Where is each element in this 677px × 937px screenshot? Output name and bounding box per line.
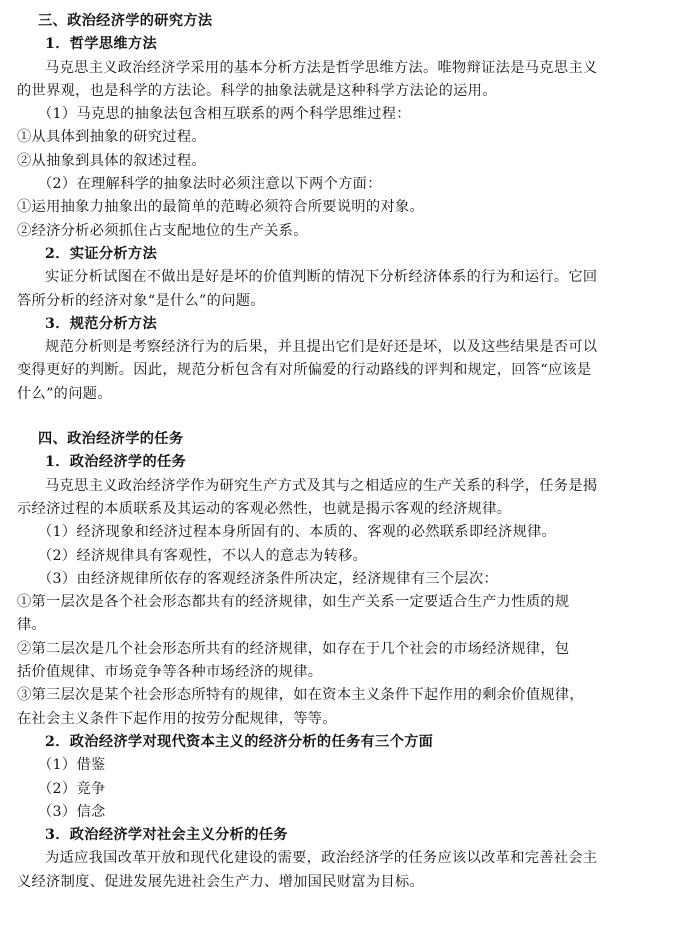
list-item: （2）经济规律具有客观性，不以人的意志为转移。 <box>38 547 368 564</box>
list-item: （1）马克思的抽象法包含相互联系的两个科学思维过程： <box>38 106 411 123</box>
paragraph-line: 什么”的问题。 <box>17 385 112 402</box>
list-item: （1）借鉴 <box>38 757 106 774</box>
paragraph-line: 答所分析的经济对象“是什么”的问题。 <box>17 292 265 309</box>
subsection-heading: 2．实证分析方法 <box>45 245 157 262</box>
paragraph-line: 变得更好的判断。因此，规范分析包含有对所偏爱的行动路线的评判和规定，回答“应该是 <box>17 362 592 379</box>
paragraph-line: 马克思主义政治经济学采用的基本分析方法是哲学思维方法。唯物辩证法是马克思主义 <box>45 59 598 76</box>
list-item: 律。 <box>17 617 47 634</box>
section-title: 四、政治经济学的任务 <box>38 431 184 448</box>
document-page <box>17 10 667 894</box>
list-item: ③第三层次是某个社会形态所特有的规律，如在资本主义条件下起作用的剩余价值规律， <box>17 687 584 704</box>
list-item: ②经济分析必须抓住占支配地位的生产关系。 <box>17 222 308 239</box>
subsection-heading: 2．政治经济学对现代资本主义的经济分析的任务有三个方面 <box>45 733 434 750</box>
list-item: （3）信念 <box>38 803 106 820</box>
paragraph-line: 为适应我国改革开放和现代化建设的需要，政治经济学的任务应该以改革和完善社会主 <box>45 850 598 867</box>
list-item: （2）竞争 <box>38 780 106 797</box>
list-item: （1）经济现象和经济过程本身所固有的、本质的、客观的必然联系即经济规律。 <box>38 524 557 541</box>
paragraph-line: 规范分析则是考察经济行为的后果，并且提出它们是好还是坏，以及这些结果是否可以 <box>45 339 598 356</box>
list-item: 括价值规律、市场竞争等各种市场经济的规律。 <box>17 664 323 681</box>
list-item: 在社会主义条件下起作用的按劳分配规律，等等。 <box>17 710 337 727</box>
section-gap <box>17 406 667 428</box>
list-item: ①从具体到抽象的研究过程。 <box>17 129 206 146</box>
paragraph-line: 示经济过程的本质联系及其运动的客观必然性，也就是揭示客观的经济规律。 <box>17 500 512 517</box>
list-item: （2）在理解科学的抽象法时必须注意以下两个方面： <box>38 176 382 193</box>
paragraph-line: 马克思主义政治经济学作为研究生产方式及其与之相适应的生产关系的科学，任务是揭 <box>45 477 598 494</box>
list-item: ①运用抽象力抽象出的最简单的范畴必须符合所要说明的对象。 <box>17 199 425 216</box>
subsection-heading: 1．政治经济学的任务 <box>45 454 187 471</box>
section-title: 三、政治经济学的研究方法 <box>38 13 213 29</box>
subsection-heading: 3．政治经济学对社会主义分析的任务 <box>45 827 288 844</box>
list-item: ②第二层次是几个社会形态所共有的经济规律，如存在于几个社会的市场经济规律，包 <box>17 640 570 657</box>
paragraph-line: 义经济制度、促进发展先进社会生产力、增加国民财富为目标。 <box>17 873 425 890</box>
list-item: ②从抽象到具体的叙述过程。 <box>17 152 206 169</box>
subsection-heading: 3．规范分析方法 <box>45 315 157 332</box>
paragraph-line: 的世界观，也是科学的方法论。科学的抽象法就是这种科学方法论的运用。 <box>17 82 497 99</box>
list-item: （3）由经济规律所依存的客观经济条件所决定，经济规律有三个层次： <box>38 570 499 587</box>
list-item: ①第一层次是各个社会形态都共有的经济规律，如生产关系一定要适合生产力性质的规 <box>17 594 570 611</box>
subsection-heading: 1．哲学思维方法 <box>45 36 157 53</box>
paragraph-line: 实证分析试图在不做出是好是坏的价值判断的情况下分析经济体系的行为和运行。它回 <box>45 269 598 286</box>
